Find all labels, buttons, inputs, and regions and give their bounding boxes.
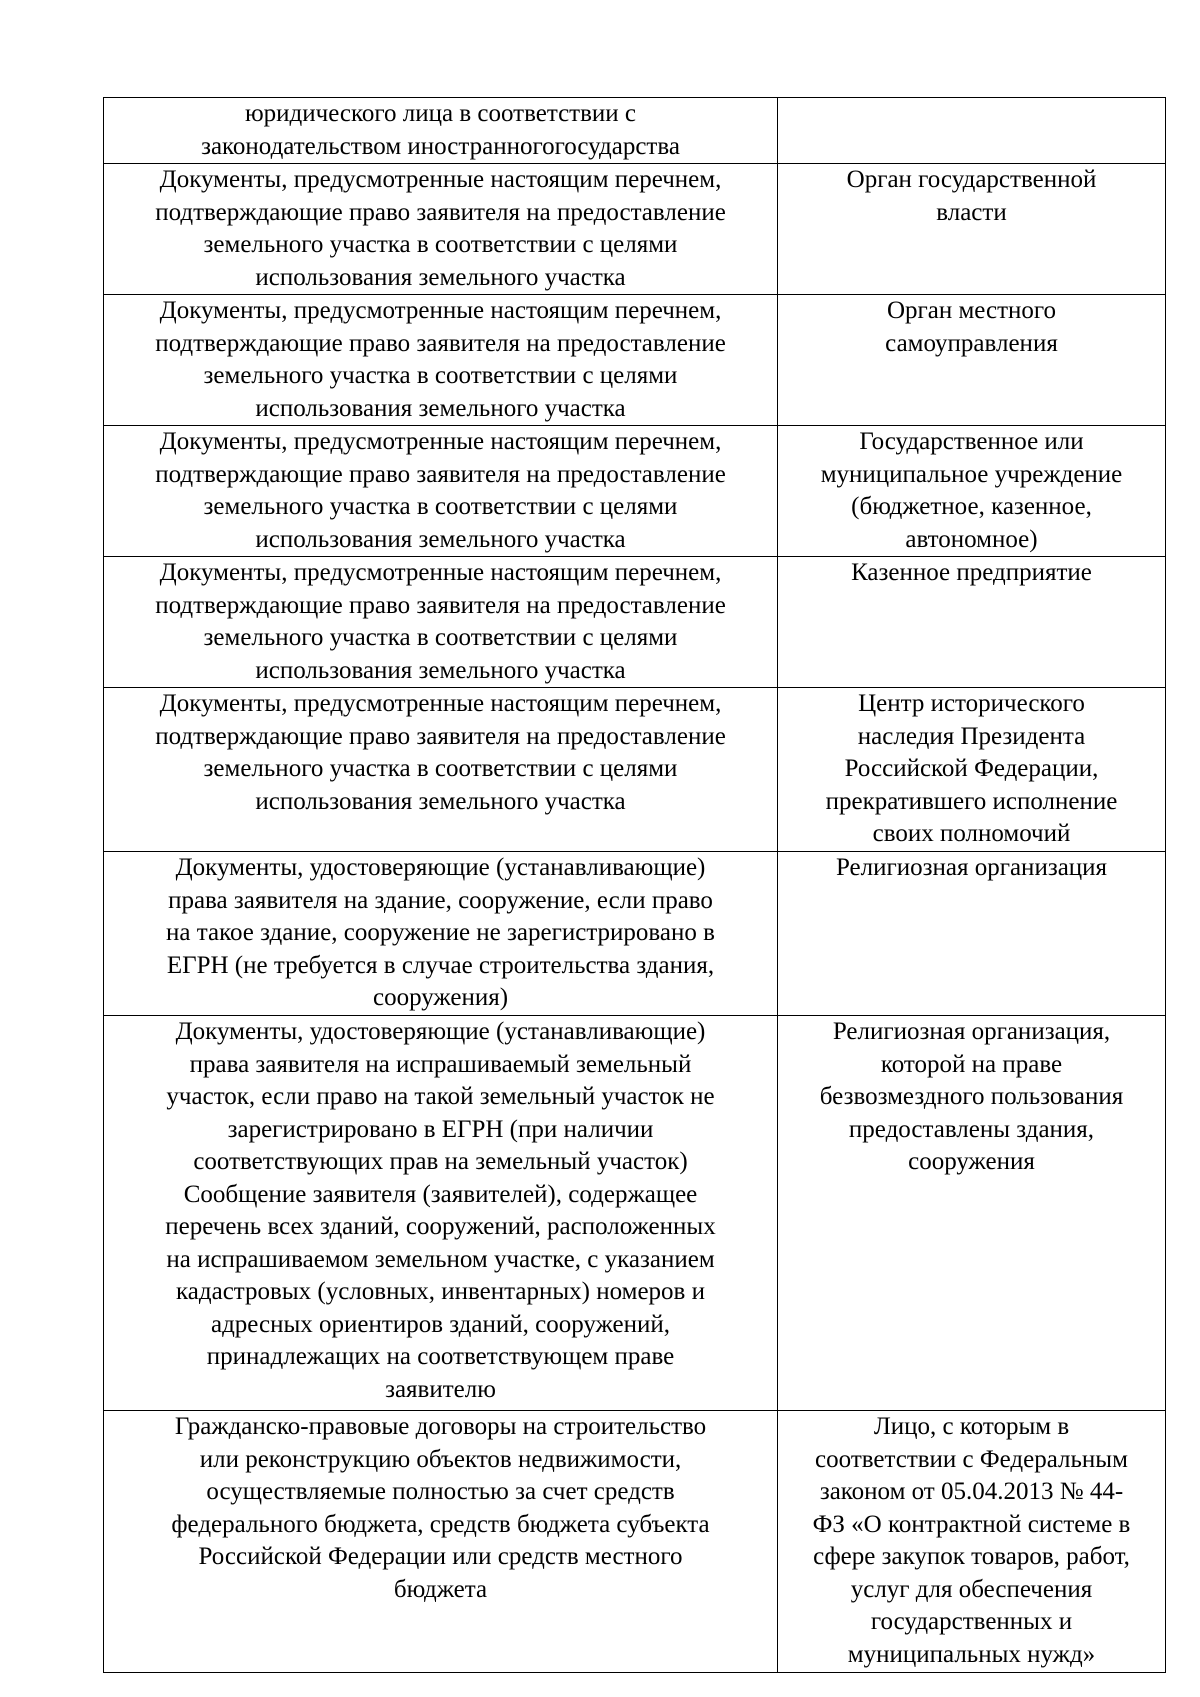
table-row [104,98,1166,164]
applicant-cell: Государственное или муниципальное учреждение (бюджетное, казенное, автономное) [778,426,1166,557]
document-cell: юридического лица в соответствии с законодательством иностранногогосударства [104,98,778,164]
applicant-cell: Религиозная организация [778,852,1166,1016]
applicant-cell: Казенное предприятие [778,557,1166,688]
table-row [104,164,1166,295]
document-cell: Гражданско-правовые договоры на строительство или реконструкцию объектов недвижимости, осуществляемые полностью за счет средств федерального бюджета, средств бюджета субъекта Российской Федерации или средств местного бюджета [104,1411,778,1673]
table-row [104,852,1166,1016]
applicant-cell: Центр исторического наследия Президента Российской Федерации, прекратившего исполнение своих полномочий [778,688,1166,852]
documents-table [103,97,1166,1673]
document-cell: Документы, предусмотренные настоящим перечнем, подтверждающие право заявителя на предоставление земельного участка в соответствии с целями использования земельного участка [104,164,778,295]
table-row [104,688,1166,852]
document-cell: Документы, предусмотренные настоящим перечнем, подтверждающие право заявителя на предоставление земельного участка в соответствии с целями использования земельного участка [104,557,778,688]
document-cell: Документы, предусмотренные настоящим перечнем, подтверждающие право заявителя на предоставление земельного участка в соответствии с целями использования земельного участка [104,426,778,557]
document-cell: Документы, удостоверяющие (устанавливающие) права заявителя на здание, сооружение, если право на такое здание, сооружение не зарегистрировано в ЕГРН (не требуется в случае строительства здания, сооружения) [104,852,778,1016]
applicant-cell: Религиозная организация, которой на праве безвозмездного пользования предоставлены здания, сооружения [778,1016,1166,1411]
table-row [104,295,1166,426]
table-row [104,557,1166,688]
applicant-cell [778,98,1166,164]
document-cell: Документы, предусмотренные настоящим перечнем, подтверждающие право заявителя на предоставление земельного участка в соответствии с целями использования земельного участка [104,688,778,852]
applicant-cell: Орган местного самоуправления [778,295,1166,426]
document-cell: Документы, удостоверяющие (устанавливающие) права заявителя на испрашиваемый земельный участок, если право на такой земельный участок не зарегистрировано в ЕГРН (при наличии соответствующих прав на земельный участок) Сообщение заявителя (заявителей), содержащее перечень всех зданий, сооружений, расположенных на испрашиваемом земельном участке, с указанием кадастровых (условных, инвентарных) номеров и адресных ориентиров зданий, сооружений, принадлежащих на соответствующем праве заявителю [104,1016,778,1411]
table-row [104,426,1166,557]
applicant-cell: Лицо, с которым в соответствии с Федеральным законом от 05.04.2013 № 44- ФЗ «О контрактной системе в сфере закупок товаров, работ, услуг для обеспечения государственных и муниципальных нужд» [778,1411,1166,1673]
table-row [104,1411,1166,1673]
table-row [104,1016,1166,1411]
document-cell: Документы, предусмотренные настоящим перечнем, подтверждающие право заявителя на предоставление земельного участка в соответствии с целями использования земельного участка [104,295,778,426]
applicant-cell: Орган государственной власти [778,164,1166,295]
